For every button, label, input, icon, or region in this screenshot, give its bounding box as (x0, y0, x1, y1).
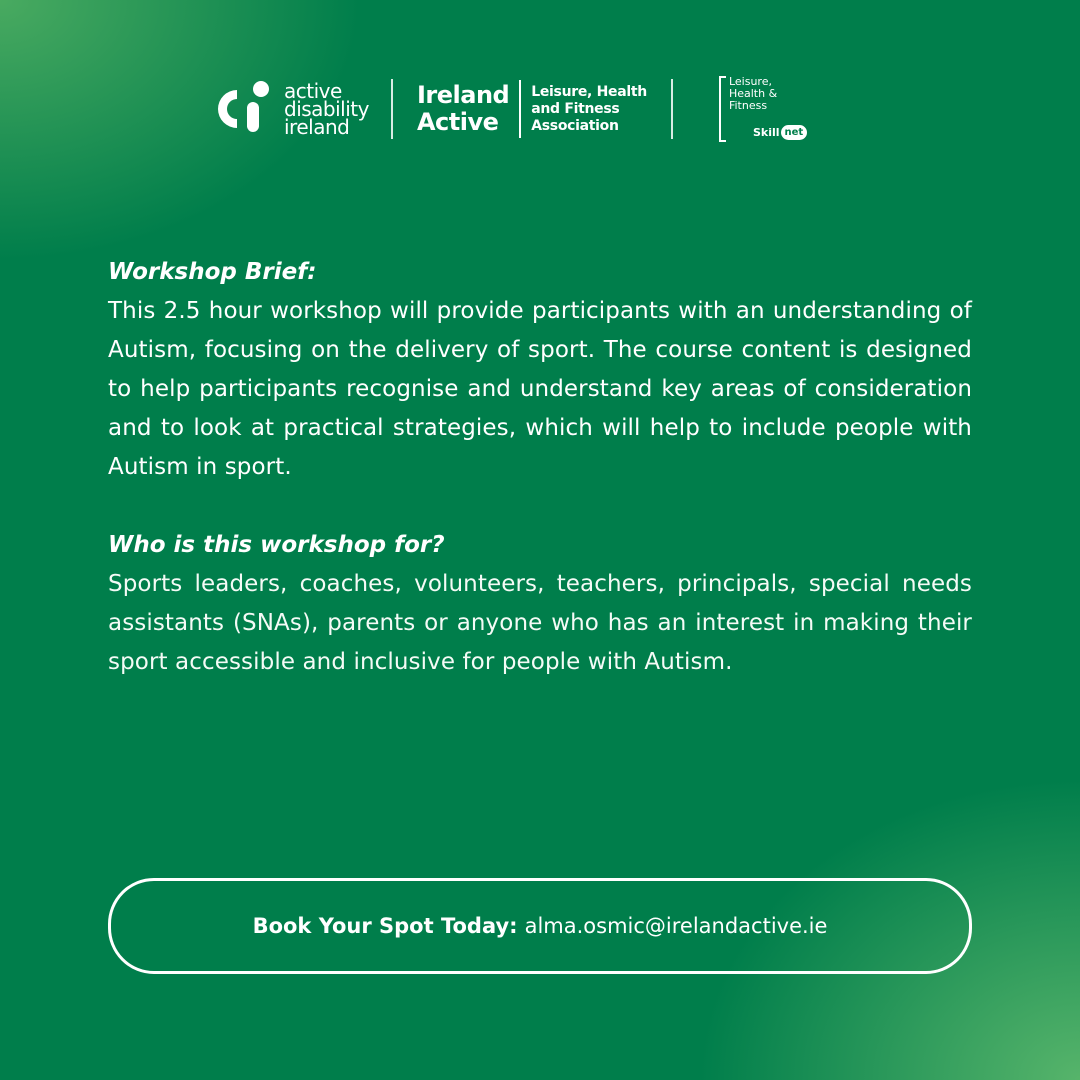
logo-divider (391, 79, 393, 139)
workshop-brief-text: This 2.5 hour workshop will provide participants with an understanding of Autism, focusing on the delivery of sport. The course content is designed to help participants recognise and understand key areas of consideration and to look at practical strategies, which will help to include people with Autism in sport. (108, 298, 972, 480)
audience-heading: Who is this workshop for? (108, 532, 445, 558)
ia-line: Active (416, 108, 499, 136)
adi-line: disability (284, 97, 369, 121)
skillnet-lines (729, 76, 777, 112)
skillnet-logo (719, 76, 805, 142)
skillnet-brand (753, 125, 807, 140)
booking-email-link[interactable]: alma.osmic@irelandactive.ie (524, 914, 828, 938)
audience-text: Sports leaders, coaches, volunteers, teachers, principals, special needs assistants (SNAs), parents or anyone who has an interest in making their sport accessible and inclusive for people with Autism. (108, 571, 972, 675)
partner-logos (212, 74, 852, 144)
ia-tagline-line: Leisure, Health (531, 83, 647, 100)
skillnet-line: Leisure, (728, 75, 772, 88)
ia-tagline-line: and Fitness (531, 100, 620, 117)
logo-divider (671, 79, 673, 139)
adi-line: ireland (284, 115, 350, 139)
ireland-active-separator (519, 80, 521, 138)
skillnet-brand-text: Skill (752, 126, 780, 139)
skillnet-line: Health & (728, 87, 778, 100)
ia-tagline-line: Association (531, 117, 619, 134)
adi-line: active (284, 79, 342, 103)
ia-line: Ireland (416, 81, 510, 109)
main-content (108, 253, 972, 682)
ireland-active-wordmark (417, 82, 509, 136)
skillnet-badge: net (781, 125, 808, 140)
adi-wordmark (284, 79, 369, 139)
book-spot-button[interactable] (108, 878, 972, 974)
workshop-brief-heading: Workshop Brief: (108, 259, 317, 285)
active-disability-ireland-mark-icon (212, 78, 274, 140)
section-spacer (108, 487, 972, 526)
skillnet-line: Fitness (728, 99, 768, 112)
ireland-active-tagline (531, 84, 647, 135)
book-spot-label: Book Your Spot Today: (252, 914, 518, 938)
active-disability-ireland-logo (212, 78, 369, 140)
